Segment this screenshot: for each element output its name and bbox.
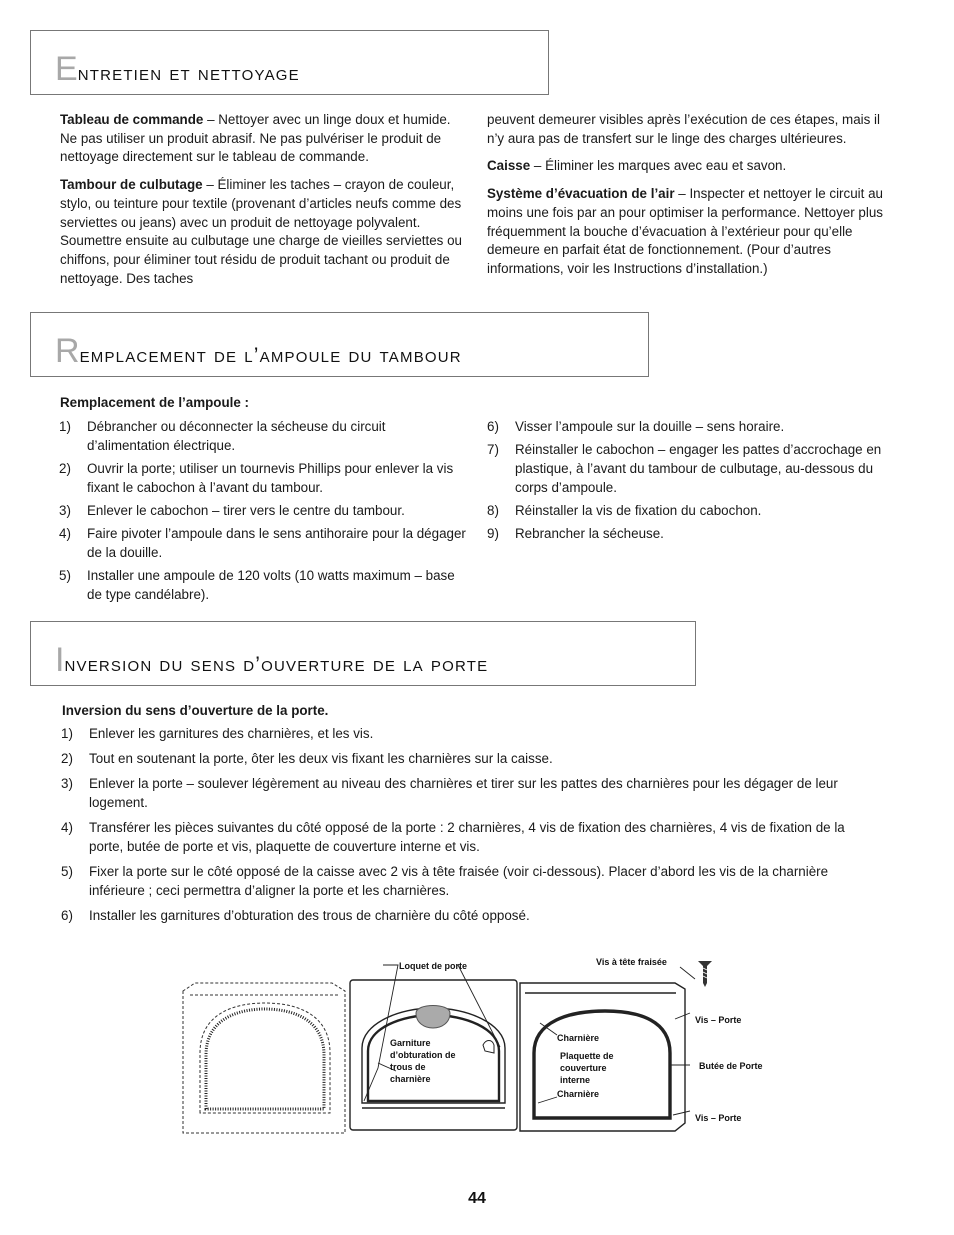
list-item: 6) Installer les garnitures d’obturation des trous de charnière du côté opposé. xyxy=(61,908,530,924)
paragraph-tambour-cont: peuvent demeurer visibles après l’exécution de ces étapes, mais il n’y aura pas de transfert sur le linge des charges ultérieures. xyxy=(487,112,880,146)
label-vis-porte-1: Vis – Porte xyxy=(695,1015,742,1025)
list-item: 1) Enlever les garnitures des charnières, et les vis. xyxy=(61,726,374,741)
label-garniture-2: d’obturation de xyxy=(390,1050,456,1060)
label-vis-tete-fraisee: Vis à tête fraisée xyxy=(596,957,667,967)
label-loquet: Loquet de porte xyxy=(399,961,467,971)
list-item: 6) Visser l’ampoule sur la douille – sens horaire. xyxy=(487,419,785,434)
door-reversal-diagram xyxy=(180,953,780,1143)
countersunk-screw-icon xyxy=(698,961,712,987)
paragraph-evacuation: Système d’évacuation de l’air – Inspecter et nettoyer le circuit au moins une fois par an pour optimiser la performance. Nettoyer plus fréquemment la bouche d’évacuation à l’extérieur pour qu’elle demeure en parfait état de fonctionnement. (Pour d’autres informations, voir les Instructions d’installation.) xyxy=(487,186,883,276)
label-garniture-3: trous de xyxy=(390,1062,426,1072)
list-item: 5) Installer une ampoule de 120 volts (10 watts maximum – base de type candélabre). xyxy=(59,567,455,602)
list-item: 5) Fixer la porte sur le côté opposé de la caisse avec 2 vis à tête fraisée (voir ci-dessous). Placer d’abord les vis de la charnière inférieure ; ceci permettra d’aligner la porte et les charnières. xyxy=(61,864,829,898)
label-plaquette-2: couverture xyxy=(560,1063,607,1073)
page-number: 44 xyxy=(468,1190,486,1207)
label-garniture-4: charnière xyxy=(390,1074,431,1084)
ampoule-subheading: Remplacement de l’ampoule : xyxy=(60,395,250,410)
inversion-steps xyxy=(61,725,876,932)
drum-light-cap xyxy=(416,1006,450,1029)
section-header-entretien xyxy=(30,30,549,95)
ampoule-col-right xyxy=(487,418,899,548)
label-plaquette-1: Plaquette de xyxy=(560,1051,614,1061)
section-title-inversion: Inversion du sens d’ouverture de la porte xyxy=(55,641,489,679)
list-item: 7) Réinstaller le cabochon – engager les pattes d’accrochage en plastique, à l’avant du tambour de culbutage, au-dessous du corps d’ampoule. xyxy=(487,442,882,495)
list-item: 1) Débrancher ou déconnecter la sécheuse du circuit d’alimentation électrique. xyxy=(59,419,386,453)
label-butee: Butée de Porte xyxy=(699,1061,763,1071)
ampoule-col-left xyxy=(59,418,471,609)
list-item: 3) Enlever la porte – soulever légèrement au niveau des charnières et tirer sur les pattes des charnières pour les dégager de leur logement. xyxy=(61,776,838,811)
door-reversal-illustration xyxy=(180,953,780,1143)
list-item: 9) Rebrancher la sécheuse. xyxy=(487,526,664,542)
label-garniture-1: Garniture xyxy=(390,1038,431,1048)
label-plaquette-3: interne xyxy=(560,1075,591,1085)
section-header-ampoule xyxy=(30,312,649,377)
entretien-col-right xyxy=(487,111,897,288)
section-title-entretien: Entretien et nettoyage xyxy=(55,50,300,88)
label-charniere-2: Charnière xyxy=(557,1089,600,1099)
door-latch-plate xyxy=(483,1041,494,1054)
list-item: 2) Tout en soutenant la porte, ôter les deux vis fixant les charnières sur la caisse. xyxy=(61,751,553,767)
list-item: 8) Réinstaller la vis de fixation du cabochon. xyxy=(487,502,762,518)
list-item: 3) Enlever le cabochon – tirer vers le centre du tambour. xyxy=(59,502,405,518)
list-item: 2) Ouvrir la porte; utiliser un tournevis Phillips pour enlever la vis fixant le cabochon à l’avant du tambour. xyxy=(59,460,454,495)
section-title-ampoule: Remplacement de l’ampoule du tambour xyxy=(55,332,462,370)
label-vis-porte-2: Vis – Porte xyxy=(695,1113,742,1123)
entretien-col-left xyxy=(60,111,466,297)
paragraph-tambour: Tambour de culbutage – Éliminer les taches – crayon de couleur, stylo, ou teinture pour textile (provenant d’articles neufs comme des serviettes ou jeans) avec un produit de nettoyage polyvalent. Soumettre ensuite au culbutage une charge de vieilles serviettes ou chiffons, pour éliminer tout résidu de produit tachant ou produit de nettoyage. Des taches xyxy=(60,177,462,286)
list-item: 4) Transférer les pièces suivantes du côté opposé de la porte : 2 charnières, 4 vis de fixation des charnières, 4 vis de fixation de la porte, butée de porte et vis, plaquette de couverture interne et vis. xyxy=(61,820,845,855)
list-item: 4) Faire pivoter l’ampoule dans le sens antihoraire pour la dégager de la douille. xyxy=(59,526,466,560)
paragraph-tableau: Tableau de commande – Nettoyer avec un linge doux et humide. Ne pas utiliser un produit abrasif. Ne pas pulvériser le produit de nettoyage directement sur le tableau de commande. xyxy=(60,112,451,165)
label-charniere-1: Charnière xyxy=(557,1033,600,1043)
paragraph-caisse: Caisse – Éliminer les marques avec eau et savon. xyxy=(487,158,787,174)
inversion-subheading: Inversion du sens d’ouverture de la porte. xyxy=(62,703,329,718)
section-header-inversion xyxy=(30,621,696,686)
